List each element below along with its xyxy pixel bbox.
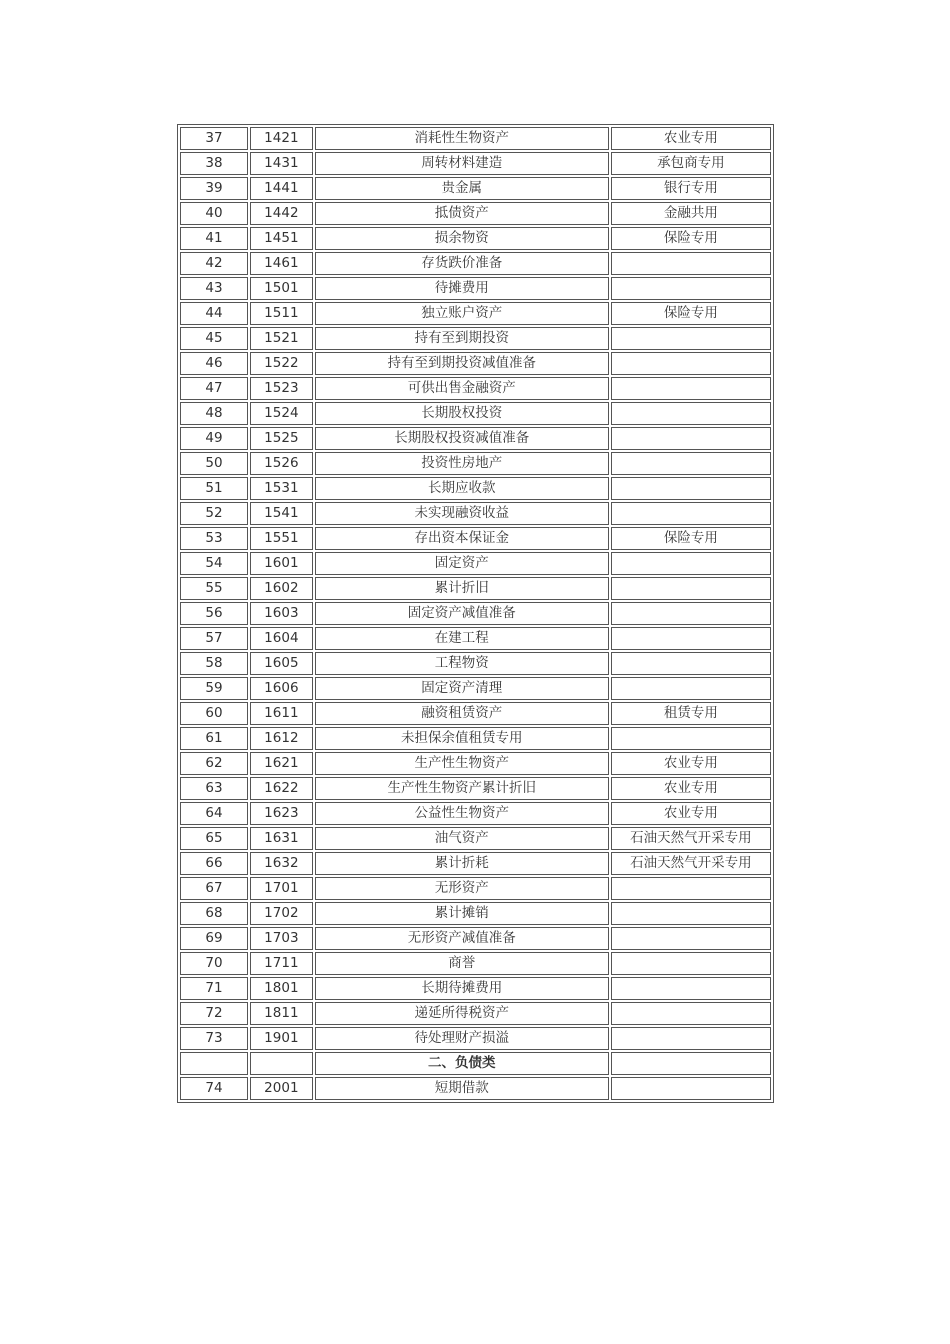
account-name-cell: 投资性房地产 bbox=[315, 452, 609, 475]
row-number-cell: 45 bbox=[180, 327, 248, 350]
row-number-cell: 70 bbox=[180, 952, 248, 975]
account-code-cell: 1631 bbox=[250, 827, 313, 850]
row-number-cell: 40 bbox=[180, 202, 248, 225]
table-row bbox=[180, 352, 771, 375]
account-name-cell: 存出资本保证金 bbox=[315, 527, 609, 550]
row-number-cell: 64 bbox=[180, 802, 248, 825]
row-number-cell: 52 bbox=[180, 502, 248, 525]
account-code-cell: 1451 bbox=[250, 227, 313, 250]
account-code-cell: 1441 bbox=[250, 177, 313, 200]
account-name-cell: 固定资产减值准备 bbox=[315, 602, 609, 625]
usage-note-cell bbox=[611, 352, 771, 375]
account-code-cell: 1461 bbox=[250, 252, 313, 275]
account-code-cell: 1522 bbox=[250, 352, 313, 375]
usage-note-cell bbox=[611, 477, 771, 500]
account-name-cell: 未担保余值租赁专用 bbox=[315, 727, 609, 750]
row-number-cell: 41 bbox=[180, 227, 248, 250]
table-row bbox=[180, 477, 771, 500]
account-name-cell: 独立账户资产 bbox=[315, 302, 609, 325]
account-code-table bbox=[177, 124, 774, 1103]
table-row bbox=[180, 502, 771, 525]
row-number-cell: 55 bbox=[180, 577, 248, 600]
usage-note-cell bbox=[611, 327, 771, 350]
row-number-cell: 56 bbox=[180, 602, 248, 625]
account-code-cell: 1521 bbox=[250, 327, 313, 350]
account-code-cell: 1442 bbox=[250, 202, 313, 225]
account-name-cell: 递延所得税资产 bbox=[315, 1002, 609, 1025]
row-number-cell: 42 bbox=[180, 252, 248, 275]
row-number-cell: 39 bbox=[180, 177, 248, 200]
table-row bbox=[180, 677, 771, 700]
row-number-cell: 37 bbox=[180, 127, 248, 150]
row-number-cell: 49 bbox=[180, 427, 248, 450]
account-code-cell bbox=[250, 1052, 313, 1075]
account-name-cell: 公益性生物资产 bbox=[315, 802, 609, 825]
account-name-cell: 固定资产 bbox=[315, 552, 609, 575]
table-row bbox=[180, 252, 771, 275]
account-code-cell: 1431 bbox=[250, 152, 313, 175]
table-row bbox=[180, 802, 771, 825]
row-number-cell: 53 bbox=[180, 527, 248, 550]
row-number-cell: 54 bbox=[180, 552, 248, 575]
usage-note-cell bbox=[611, 252, 771, 275]
account-code-cell: 2001 bbox=[250, 1077, 313, 1100]
account-code-cell: 1603 bbox=[250, 602, 313, 625]
account-code-cell: 1606 bbox=[250, 677, 313, 700]
table-row bbox=[180, 777, 771, 800]
row-number-cell: 69 bbox=[180, 927, 248, 950]
account-name-cell: 长期待摊费用 bbox=[315, 977, 609, 1000]
table-body bbox=[180, 127, 771, 1100]
row-number-cell: 72 bbox=[180, 1002, 248, 1025]
account-name-cell: 油气资产 bbox=[315, 827, 609, 850]
account-code-cell: 1632 bbox=[250, 852, 313, 875]
account-name-cell: 累计折耗 bbox=[315, 852, 609, 875]
usage-note-cell: 保险专用 bbox=[611, 302, 771, 325]
row-number-cell: 48 bbox=[180, 402, 248, 425]
usage-note-cell bbox=[611, 727, 771, 750]
account-name-cell: 无形资产 bbox=[315, 877, 609, 900]
table-row bbox=[180, 702, 771, 725]
row-number-cell: 60 bbox=[180, 702, 248, 725]
account-code-cell: 1623 bbox=[250, 802, 313, 825]
usage-note-cell: 石油天然气开采专用 bbox=[611, 852, 771, 875]
account-name-cell: 在建工程 bbox=[315, 627, 609, 650]
table-row bbox=[180, 427, 771, 450]
account-code-cell: 1501 bbox=[250, 277, 313, 300]
table-row bbox=[180, 1077, 771, 1100]
account-code-cell: 1612 bbox=[250, 727, 313, 750]
usage-note-cell: 金融共用 bbox=[611, 202, 771, 225]
row-number-cell: 71 bbox=[180, 977, 248, 1000]
row-number-cell: 74 bbox=[180, 1077, 248, 1100]
table-row bbox=[180, 652, 771, 675]
usage-note-cell bbox=[611, 577, 771, 600]
table-row bbox=[180, 377, 771, 400]
account-name-cell: 抵债资产 bbox=[315, 202, 609, 225]
usage-note-cell bbox=[611, 1002, 771, 1025]
account-name-cell: 待摊费用 bbox=[315, 277, 609, 300]
row-number-cell: 66 bbox=[180, 852, 248, 875]
table-row bbox=[180, 627, 771, 650]
table-row bbox=[180, 927, 771, 950]
row-number-cell: 57 bbox=[180, 627, 248, 650]
table-row bbox=[180, 952, 771, 975]
row-number-cell: 59 bbox=[180, 677, 248, 700]
table-row bbox=[180, 902, 771, 925]
account-name-cell: 持有至到期投资 bbox=[315, 327, 609, 350]
table-row bbox=[180, 877, 771, 900]
row-number-cell: 73 bbox=[180, 1027, 248, 1050]
account-name-cell: 长期应收款 bbox=[315, 477, 609, 500]
account-name-cell: 短期借款 bbox=[315, 1077, 609, 1100]
table-row bbox=[180, 527, 771, 550]
table-row bbox=[180, 827, 771, 850]
row-number-cell: 43 bbox=[180, 277, 248, 300]
account-code-cell: 1611 bbox=[250, 702, 313, 725]
row-number-cell: 50 bbox=[180, 452, 248, 475]
account-code-cell: 1711 bbox=[250, 952, 313, 975]
usage-note-cell: 保险专用 bbox=[611, 527, 771, 550]
account-name-cell: 累计折旧 bbox=[315, 577, 609, 600]
usage-note-cell bbox=[611, 427, 771, 450]
account-code-cell: 1601 bbox=[250, 552, 313, 575]
account-name-cell: 损余物资 bbox=[315, 227, 609, 250]
account-code-cell: 1551 bbox=[250, 527, 313, 550]
table-row bbox=[180, 152, 771, 175]
row-number-cell: 62 bbox=[180, 752, 248, 775]
table-row bbox=[180, 277, 771, 300]
section-heading-row bbox=[180, 1052, 771, 1075]
table-row bbox=[180, 327, 771, 350]
usage-note-cell: 租赁专用 bbox=[611, 702, 771, 725]
account-name-cell: 生产性生物资产累计折旧 bbox=[315, 777, 609, 800]
table-row bbox=[180, 752, 771, 775]
row-number-cell: 67 bbox=[180, 877, 248, 900]
usage-note-cell bbox=[611, 952, 771, 975]
usage-note-cell bbox=[611, 927, 771, 950]
table-row bbox=[180, 127, 771, 150]
row-number-cell bbox=[180, 1052, 248, 1075]
table-row bbox=[180, 577, 771, 600]
account-name-cell: 周转材料建造 bbox=[315, 152, 609, 175]
account-name-cell: 待处理财产损溢 bbox=[315, 1027, 609, 1050]
account-name-cell: 可供出售金融资产 bbox=[315, 377, 609, 400]
account-name-cell: 生产性生物资产 bbox=[315, 752, 609, 775]
account-code-cell: 1531 bbox=[250, 477, 313, 500]
table-row bbox=[180, 1002, 771, 1025]
row-number-cell: 38 bbox=[180, 152, 248, 175]
usage-note-cell bbox=[611, 402, 771, 425]
usage-note-cell bbox=[611, 652, 771, 675]
usage-note-cell: 农业专用 bbox=[611, 802, 771, 825]
account-name-cell: 融资租赁资产 bbox=[315, 702, 609, 725]
usage-note-cell bbox=[611, 1052, 771, 1075]
usage-note-cell bbox=[611, 677, 771, 700]
account-code-cell: 1523 bbox=[250, 377, 313, 400]
usage-note-cell bbox=[611, 452, 771, 475]
table-row bbox=[180, 177, 771, 200]
usage-note-cell: 石油天然气开采专用 bbox=[611, 827, 771, 850]
account-code-cell: 1801 bbox=[250, 977, 313, 1000]
table-row bbox=[180, 727, 771, 750]
account-code-cell: 1526 bbox=[250, 452, 313, 475]
account-name-cell: 长期股权投资减值准备 bbox=[315, 427, 609, 450]
account-code-cell: 1525 bbox=[250, 427, 313, 450]
usage-note-cell: 承包商专用 bbox=[611, 152, 771, 175]
table-row bbox=[180, 402, 771, 425]
account-code-cell: 1605 bbox=[250, 652, 313, 675]
account-code-cell: 1602 bbox=[250, 577, 313, 600]
section-heading-cell: 二、负债类 bbox=[315, 1052, 609, 1075]
row-number-cell: 51 bbox=[180, 477, 248, 500]
usage-note-cell bbox=[611, 877, 771, 900]
row-number-cell: 47 bbox=[180, 377, 248, 400]
account-name-cell: 累计摊销 bbox=[315, 902, 609, 925]
usage-note-cell bbox=[611, 552, 771, 575]
account-name-cell: 固定资产清理 bbox=[315, 677, 609, 700]
row-number-cell: 63 bbox=[180, 777, 248, 800]
table-row bbox=[180, 302, 771, 325]
usage-note-cell: 农业专用 bbox=[611, 777, 771, 800]
account-name-cell: 长期股权投资 bbox=[315, 402, 609, 425]
usage-note-cell bbox=[611, 602, 771, 625]
account-code-cell: 1541 bbox=[250, 502, 313, 525]
usage-note-cell: 农业专用 bbox=[611, 127, 771, 150]
row-number-cell: 61 bbox=[180, 727, 248, 750]
account-name-cell: 未实现融资收益 bbox=[315, 502, 609, 525]
account-code-cell: 1511 bbox=[250, 302, 313, 325]
row-number-cell: 68 bbox=[180, 902, 248, 925]
account-name-cell: 无形资产减值准备 bbox=[315, 927, 609, 950]
usage-note-cell bbox=[611, 502, 771, 525]
account-code-cell: 1702 bbox=[250, 902, 313, 925]
row-number-cell: 65 bbox=[180, 827, 248, 850]
usage-note-cell: 农业专用 bbox=[611, 752, 771, 775]
account-code-cell: 1901 bbox=[250, 1027, 313, 1050]
usage-note-cell: 保险专用 bbox=[611, 227, 771, 250]
usage-note-cell bbox=[611, 627, 771, 650]
account-name-cell: 工程物资 bbox=[315, 652, 609, 675]
account-code-cell: 1621 bbox=[250, 752, 313, 775]
usage-note-cell: 银行专用 bbox=[611, 177, 771, 200]
account-name-cell: 持有至到期投资减值准备 bbox=[315, 352, 609, 375]
account-code-cell: 1524 bbox=[250, 402, 313, 425]
account-code-cell: 1604 bbox=[250, 627, 313, 650]
table-row bbox=[180, 227, 771, 250]
account-name-cell: 商誉 bbox=[315, 952, 609, 975]
account-code-cell: 1622 bbox=[250, 777, 313, 800]
row-number-cell: 46 bbox=[180, 352, 248, 375]
account-code-cell: 1421 bbox=[250, 127, 313, 150]
account-name-cell: 存货跌价准备 bbox=[315, 252, 609, 275]
usage-note-cell bbox=[611, 277, 771, 300]
account-code-cell: 1701 bbox=[250, 877, 313, 900]
usage-note-cell bbox=[611, 1027, 771, 1050]
usage-note-cell bbox=[611, 902, 771, 925]
table-row bbox=[180, 602, 771, 625]
row-number-cell: 44 bbox=[180, 302, 248, 325]
table-row bbox=[180, 1027, 771, 1050]
table-row bbox=[180, 977, 771, 1000]
table-row bbox=[180, 552, 771, 575]
usage-note-cell bbox=[611, 977, 771, 1000]
usage-note-cell bbox=[611, 377, 771, 400]
table-row bbox=[180, 202, 771, 225]
account-code-cell: 1811 bbox=[250, 1002, 313, 1025]
usage-note-cell bbox=[611, 1077, 771, 1100]
account-name-cell: 贵金属 bbox=[315, 177, 609, 200]
table-row bbox=[180, 452, 771, 475]
table-row bbox=[180, 852, 771, 875]
row-number-cell: 58 bbox=[180, 652, 248, 675]
account-name-cell: 消耗性生物资产 bbox=[315, 127, 609, 150]
account-code-cell: 1703 bbox=[250, 927, 313, 950]
